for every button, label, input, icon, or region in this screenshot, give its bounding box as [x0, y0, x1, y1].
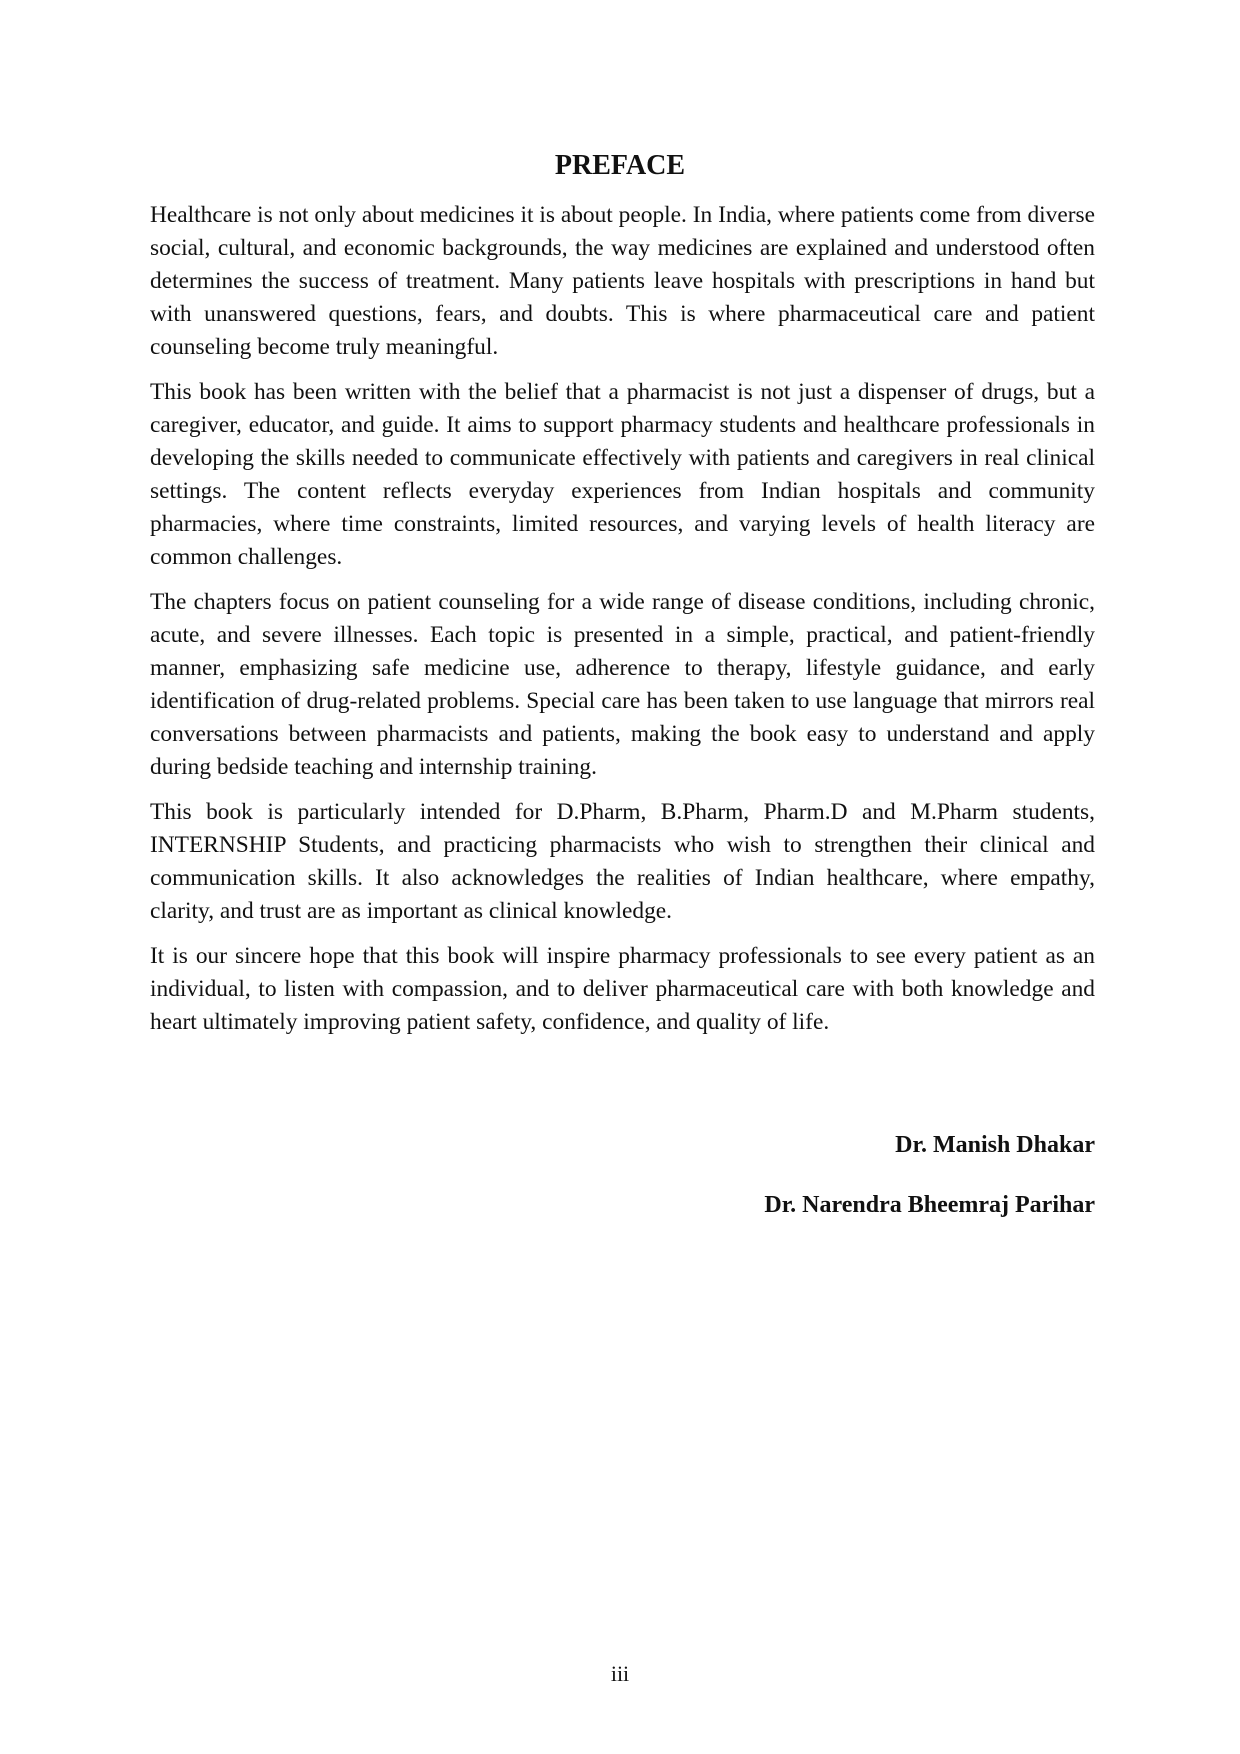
- author-name: Dr. Narendra Bheemraj Parihar: [764, 1192, 1095, 1218]
- paragraph: This book is particularly intended for D.Pharm, B.Pharm, Pharm.D and M.Pharm students, INTERNSHIP Students, and practicing pharmacists who wish to strengthen their clinical and communication skills. It also acknowledges the realities of Indian healthcare, where empathy, clarity, and trust are as important as clinical knowledge.: [150, 799, 1095, 924]
- author-name: Dr. Manish Dhakar: [895, 1132, 1095, 1158]
- paragraph: This book has been written with the belief that a pharmacist is not just a dispenser of drugs, but a caregiver, educator, and guide. It aims to support pharmacy students and healthcare professionals in developing the skills needed to communicate effectively with patients and caregivers in real clinical settings. The content reflects everyday experiences from Indian hospitals and community pharmacies, where time constraints, limited resources, and varying levels of health literacy are common challenges.: [150, 379, 1095, 570]
- page-number: iii: [610, 1661, 630, 1686]
- author-signatures: [764, 1130, 1095, 1250]
- paragraph: Healthcare is not only about medicines it is about people. In India, where patients come from diverse social, cultural, and economic backgrounds, the way medicines are explained and understood often determines the success of treatment. Many patients leave hospitals with prescriptions in hand but with unanswered questions, fears, and doubts. This is where pharmaceutical care and patient counseling become truly meaningful.: [150, 202, 1095, 360]
- preface-body: [150, 199, 1095, 1051]
- paragraph: The chapters focus on patient counseling for a wide range of disease conditions, including chronic, acute, and severe illnesses. Each topic is presented in a simple, practical, and patient-friendly manner, emphasizing safe medicine use, adherence to therapy, lifestyle guidance, and early identification of drug-related problems. Special care has been taken to use language that mirrors real conversations between pharmacists and patients, making the book easy to understand and apply during bedside teaching and internship training.: [150, 589, 1095, 780]
- page-title: PREFACE: [554, 150, 686, 181]
- paragraph: It is our sincere hope that this book will inspire pharmacy professionals to see every patient as an individual, to listen with compassion, and to deliver pharmaceutical care with both knowledge and heart ultimately improving patient safety, confidence, and quality of life.: [150, 943, 1095, 1035]
